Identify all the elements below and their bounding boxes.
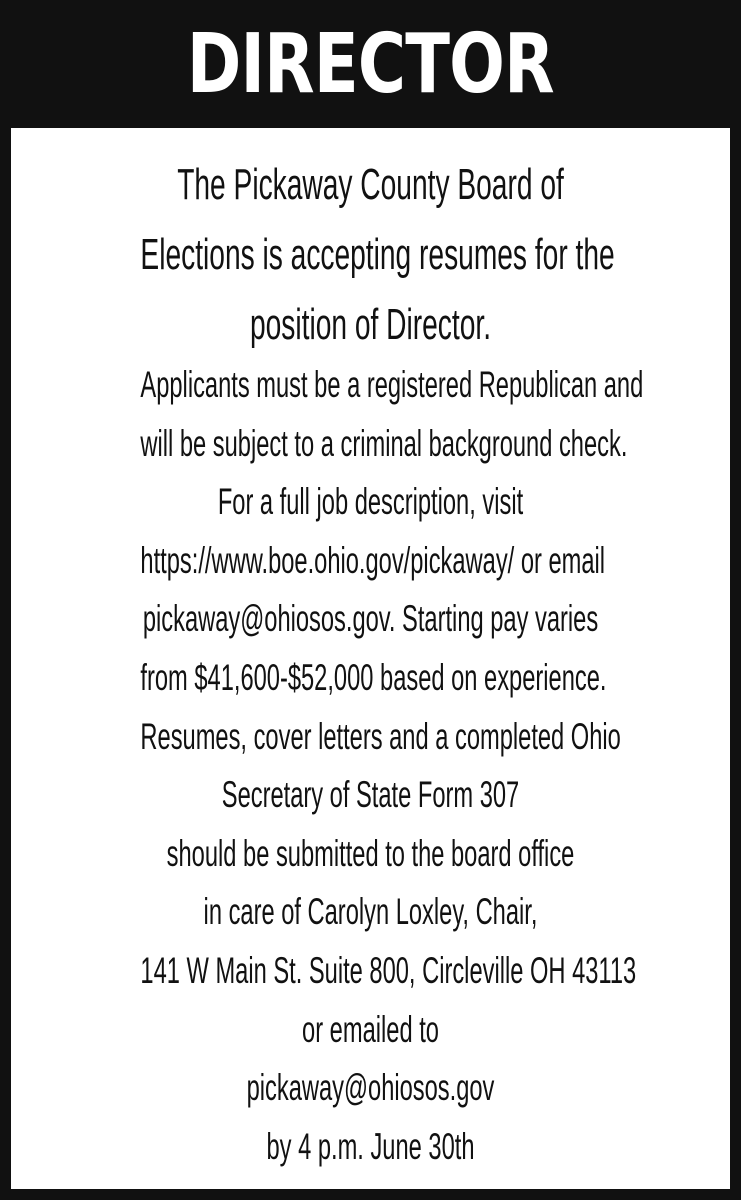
lead-paragraph — [11, 150, 730, 360]
detail-line: pickaway@ohiosos.gov. Starting pay varies — [142, 598, 599, 640]
detail-line: Applicants must be a registered Republican and — [140, 364, 644, 405]
address-line: 141 W Main St. Suite 800, Circleville OH 43113 — [140, 949, 637, 991]
ad-title: DIRECTOR — [187, 17, 554, 112]
detail-line: Secretary of State Form 307 — [221, 774, 520, 816]
detail-line: or emailed to — [302, 1008, 439, 1050]
deadline-line: by 4 p.m. June 30th — [266, 1125, 475, 1167]
detail-line: in care of Carolyn Loxley, Chair, — [203, 891, 538, 933]
details-paragraph — [11, 356, 730, 1176]
detail-line: For a full job description, visit — [217, 481, 524, 523]
detail-line: Resumes, cover letters and a completed Ohio — [140, 715, 621, 757]
lead-line: Elections is accepting resumes for the — [140, 230, 615, 279]
ad-body — [11, 128, 730, 1189]
detail-line: should be submitted to the board office — [166, 832, 575, 874]
lead-line: The Pickaway County Board of — [177, 160, 564, 209]
header-banner — [11, 0, 730, 128]
job-url-line: https://www.boe.ohio.gov/pickaway/ or email — [140, 539, 606, 581]
detail-line: will be subject to a criminal background check. — [140, 422, 628, 464]
email-line: pickaway@ohiosos.gov — [246, 1067, 495, 1109]
salary-line: from $41,600-$52,000 based on experience. — [140, 656, 607, 698]
lead-line: position of Director. — [249, 300, 492, 349]
